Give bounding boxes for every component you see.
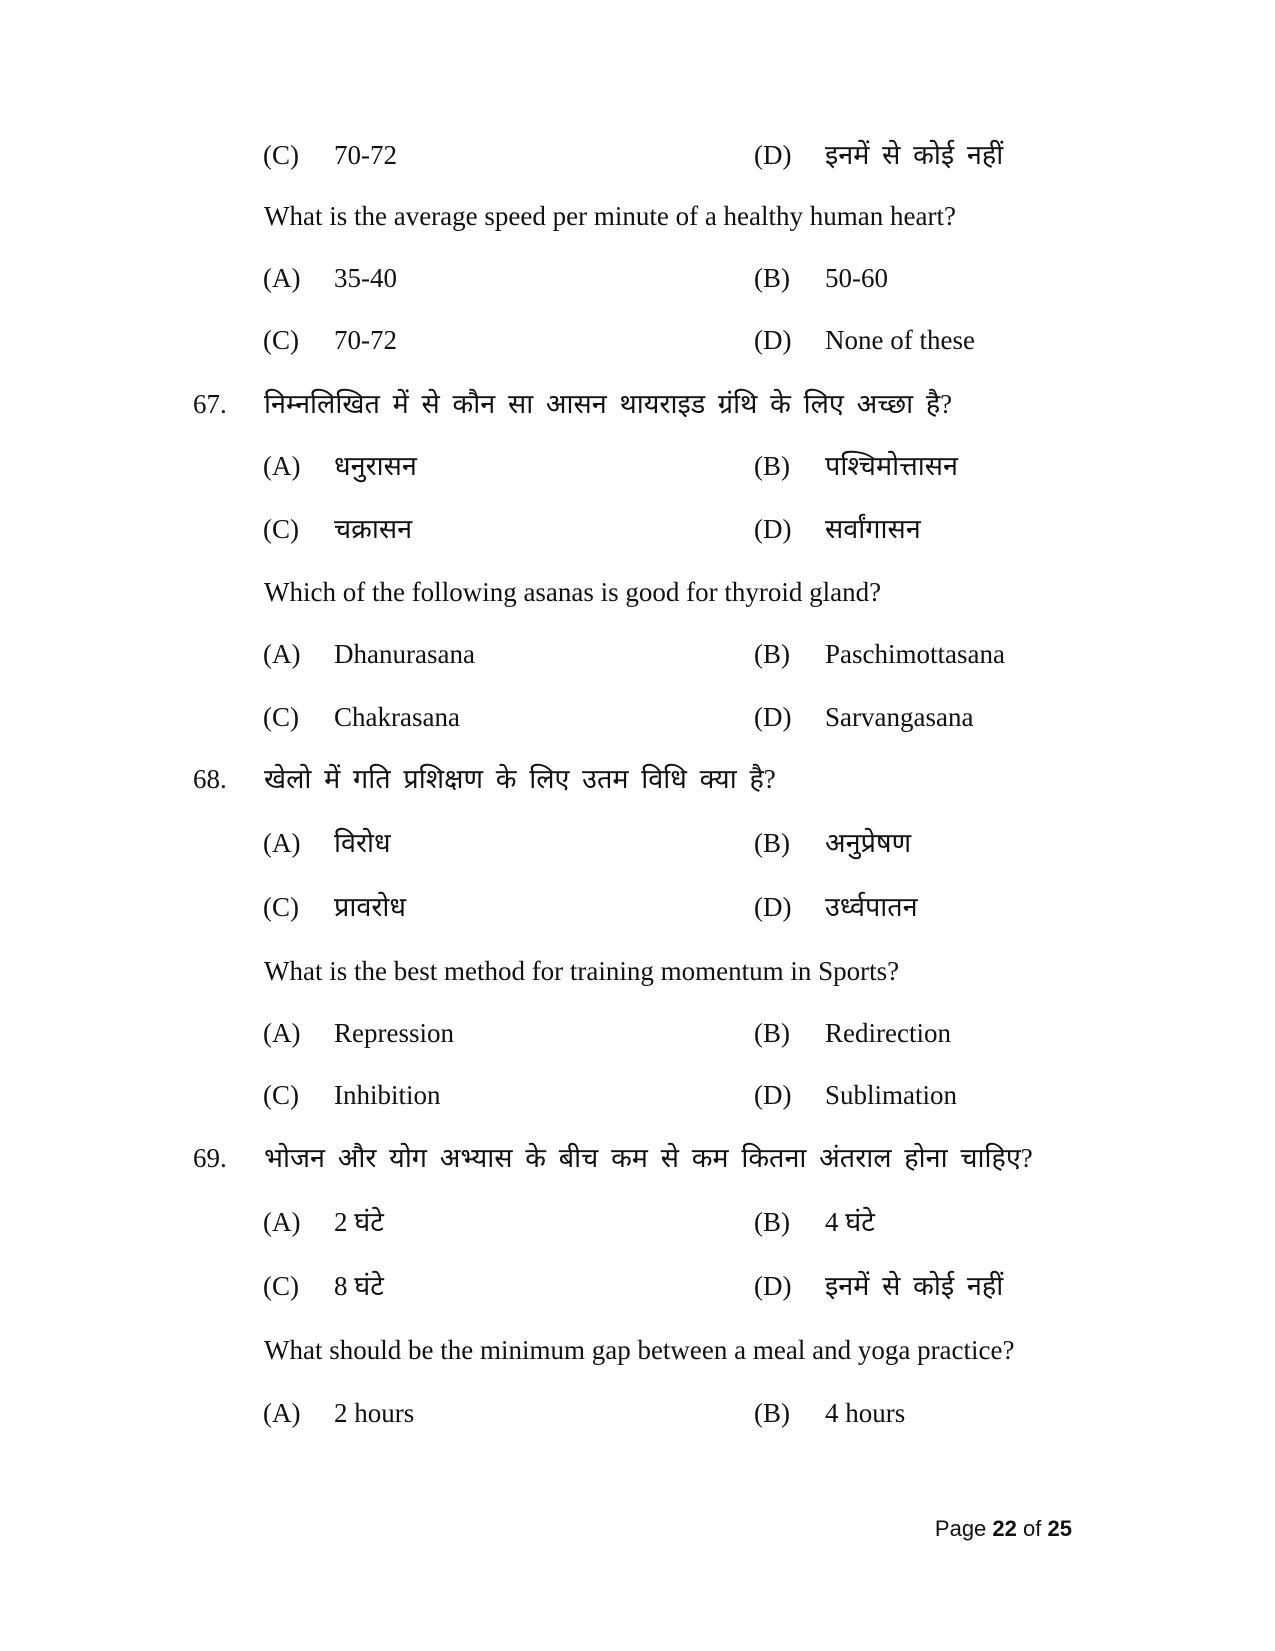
option-label: (A) bbox=[263, 1398, 301, 1428]
question-stem-row bbox=[0, 384, 1275, 424]
question-number: 67. bbox=[193, 389, 227, 419]
option-text: 4 घंटे bbox=[825, 1207, 875, 1237]
option-row bbox=[0, 446, 1275, 486]
option-text: सर्वांगासन bbox=[825, 514, 921, 544]
option-text: Redirection bbox=[825, 1018, 951, 1048]
page-number-footer bbox=[935, 1514, 1072, 1544]
question-stem-row bbox=[0, 759, 1275, 799]
option-label: (C) bbox=[263, 514, 299, 544]
option-label: (D) bbox=[754, 702, 792, 732]
question-stem-row bbox=[0, 1330, 1275, 1370]
option-row bbox=[0, 697, 1275, 737]
option-text: Paschimottasana bbox=[825, 639, 1005, 669]
option-text: Sublimation bbox=[825, 1080, 958, 1110]
option-label: (C) bbox=[263, 1080, 299, 1110]
option-label: (D) bbox=[754, 514, 792, 544]
option-text: इनमें से कोई नहीं bbox=[825, 140, 1004, 170]
option-label: (A) bbox=[263, 451, 301, 481]
option-row bbox=[0, 634, 1275, 674]
option-label: (B) bbox=[754, 451, 790, 481]
option-text: Repression bbox=[334, 1018, 454, 1048]
option-row bbox=[0, 1013, 1275, 1053]
option-row bbox=[0, 135, 1275, 175]
question-stem: खेलो में गति प्रशिक्षण के लिए उतम विधि क्या है? bbox=[264, 764, 776, 794]
option-row bbox=[0, 1266, 1275, 1306]
question-stem-row bbox=[0, 951, 1275, 991]
option-text: 70-72 bbox=[334, 140, 397, 170]
option-text: Dhanurasana bbox=[334, 639, 475, 669]
option-text: उर्ध्वपातन bbox=[825, 892, 918, 922]
option-row bbox=[0, 509, 1275, 549]
option-label: (C) bbox=[263, 892, 299, 922]
option-row bbox=[0, 823, 1275, 863]
option-text: 70-72 bbox=[334, 325, 397, 355]
question-stem-row bbox=[0, 572, 1275, 612]
option-label: (C) bbox=[263, 1271, 299, 1301]
option-label: (D) bbox=[754, 1080, 792, 1110]
option-text: विरोध bbox=[334, 828, 391, 858]
question-stem: Which of the following asanas is good for thyroid gland? bbox=[264, 577, 882, 607]
question-stem-row bbox=[0, 196, 1275, 236]
page-total: 25 bbox=[1047, 1516, 1072, 1541]
option-text: 4 hours bbox=[825, 1398, 906, 1428]
option-label: (C) bbox=[263, 702, 299, 732]
option-label: (D) bbox=[754, 325, 792, 355]
question-stem: What is the average speed per minute of a healthy human heart? bbox=[264, 201, 956, 231]
option-text: 2 hours bbox=[334, 1398, 415, 1428]
option-row bbox=[0, 887, 1275, 927]
option-text: 2 घंटे bbox=[334, 1207, 384, 1237]
option-label: (B) bbox=[754, 1398, 790, 1428]
option-label: (B) bbox=[754, 1207, 790, 1237]
option-text: 50-60 bbox=[825, 263, 888, 293]
option-row bbox=[0, 1075, 1275, 1115]
option-text: Sarvangasana bbox=[825, 702, 974, 732]
option-label: (D) bbox=[754, 1271, 792, 1301]
option-label: (B) bbox=[754, 639, 790, 669]
option-label: (A) bbox=[263, 639, 301, 669]
page-of: of bbox=[1023, 1516, 1042, 1541]
option-label: (D) bbox=[754, 140, 792, 170]
question-stem: What is the best method for training momentum in Sports? bbox=[264, 956, 900, 986]
option-row bbox=[0, 1393, 1275, 1433]
option-label: (B) bbox=[754, 1018, 790, 1048]
option-label: (C) bbox=[263, 325, 299, 355]
question-number: 69. bbox=[193, 1143, 227, 1173]
question-stem-row bbox=[0, 1138, 1275, 1178]
option-label: (A) bbox=[263, 263, 301, 293]
page-current: 22 bbox=[992, 1516, 1017, 1541]
option-label: (A) bbox=[263, 1018, 301, 1048]
option-text: पश्चिमोत्तासन bbox=[825, 451, 958, 481]
question-stem: What should be the minimum gap between a meal and yoga practice? bbox=[264, 1335, 1015, 1365]
option-label: (B) bbox=[754, 263, 790, 293]
option-text: Chakrasana bbox=[334, 702, 460, 732]
option-text: 8 घंटे bbox=[334, 1271, 384, 1301]
option-text: None of these bbox=[825, 325, 975, 355]
option-label: (A) bbox=[263, 828, 301, 858]
option-text: प्रावरोध bbox=[334, 892, 407, 922]
page-prefix: Page bbox=[934, 1516, 987, 1541]
option-row bbox=[0, 320, 1275, 360]
question-number: 68. bbox=[193, 764, 227, 794]
question-stem: निम्नलिखित में से कौन सा आसन थायराइड ग्रंथि के लिए अच्छा है? bbox=[264, 389, 953, 419]
option-text: Inhibition bbox=[334, 1080, 441, 1110]
option-text: धनुरासन bbox=[334, 451, 417, 481]
option-label: (A) bbox=[263, 1207, 301, 1237]
option-row bbox=[0, 258, 1275, 298]
option-row bbox=[0, 1202, 1275, 1242]
option-label: (C) bbox=[263, 140, 299, 170]
option-label: (D) bbox=[754, 892, 792, 922]
option-text: चक्रासन bbox=[334, 514, 413, 544]
option-text: अनुप्रेषण bbox=[825, 828, 912, 858]
question-stem: भोजन और योग अभ्यास के बीच कम से कम कितना अंतराल होना चाहिए? bbox=[264, 1143, 1033, 1173]
option-label: (B) bbox=[754, 828, 790, 858]
option-text: इनमें से कोई नहीं bbox=[825, 1271, 1004, 1301]
option-text: 35-40 bbox=[334, 263, 397, 293]
